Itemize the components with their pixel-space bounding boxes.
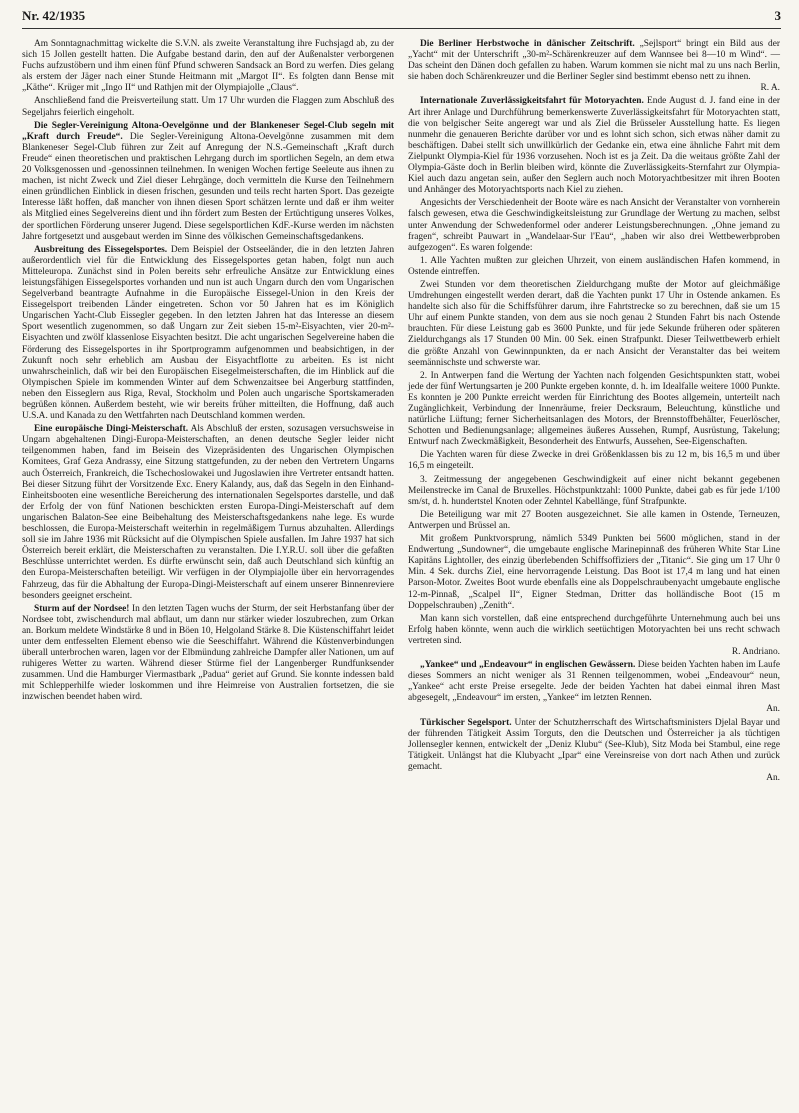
article-paragraph: Die Beteiligung war mit 27 Booten ausgezeichnet. Sie alle kamen in Ostende, Terneuzen, Antwerpen und Brüssel an. <box>408 509 780 531</box>
article-paragraph: 1. Alle Yachten mußten zur gleichen Uhrzeit, von einem ausländischen Hafen kommend, in Ostende eintreffen. <box>408 255 780 277</box>
author-signature: An. <box>766 773 780 783</box>
section-text: „Sejlsport“ bringt ein Bild aus der „Yacht“ mit der Unterschrift „30-m²-Schärenkreuzer auf dem Wannsee bei 8—10 m Wind“. — Das scheint den Dänen doch gefallen zu haben. Warum kommen sie nicht mal zu uns nach Berlin, sie haben doch Schärenkreuzer und die Berliner Segler sind bestimmt ebenso nett zu ihnen. <box>408 39 781 83</box>
section-text: Als Abschluß der ersten, sozusagen versuchsweise in Ungarn abgehaltenen Dingi-Europa-Meisterschaften, an denen deutsche Segler leider nicht teilgenommen haben, fand im Beisein des Vizepräsidenten des Ungarischen Olympischen Komitees, Graf Geza Andrassy, eine Sitzung stattgefunden, zu der neben den Vertretern Ungarns auch Österreich, Frankreich, die Tschechoslowakei und Jugoslawien ihre Vertreter entsandt hatten. Bei dieser Sitzung führt der Vorsitzende Exc. Enery Kalandy, aus, daß das Segeln in den Einhand-Einheitsbooten eine wesentliche Bereicherung des internationalen Segelsportes darstelle, und daß der Erfolg der von fünf Nationen beschickten ersten Europa-Dingi-Meisterschaft auf dem ungarischen Balaton-See eine Beibehaltung des Meisterschaftsgedankens nahe lege. Es wurde beschlossen, die Europa-Meisterschaft weiterhin in regelmäßigem Turnus abzuhalten. Allerdings soll sie im Jahre 1936 mit Rücksicht auf die Olympischen Spiele ausfallen. Im Jahre 1937 hat sich Österreich bereit erklärt, die Meisterschaften zu veranstalten. Die I.Y.R.U. soll über die gefaßten Beschlüsse unterrichtet werden. Es dürfte erwünscht sein, daß auch Deutschland sich künftig an den Europa-Meisterschaften beteiligt. Wir verfügen in der Olympiajolle über ein hervorragendes Fahrzeug, das für die Abhaltung der Europa-Dingi-Meisterschaft auf einem unserer Binnenreviere besonders geeignet erscheint. <box>22 424 394 601</box>
section-heading: Die Berliner Herbstwoche in dänischer Zeitschrift. <box>420 39 635 49</box>
section-heading: Sturm auf der Nordsee! <box>34 603 130 614</box>
article-paragraph: Anschließend fand die Preisverteilung statt. Um 17 Uhr wurden die Flaggen zum Abschluß des Segeljahrs feierlich eingeholt. <box>22 96 394 118</box>
article-section <box>408 660 780 715</box>
section-text: Ende August d. J. fand eine in der Art ihrer Anlage und Durchführung bemerkenswerte Zuverlässigkeitsfahrt für Motoryachten statt, die von belgischer Seite angeregt war und als Ziel die Brüsseler Ausstellung hatte. Es liegen nunmehr die genaueren Berichte darüber vor und es lohnt sich schon, sich etwas näher damit zu beschäftigen. Dabei stellt sich unwillkürlich der Gedanke ein, etwa eine ähnliche Fahrt mit dem Zielpunkt Olympia-Kiel für 1936 vorzusehen. Noch ist es ja Zeit. Da die weitaus größte Zahl der Olympia-Gäste doch in Berlin bleiben wird, könnte die Zuverlässigkeits-Sternfahrt zur Olympia-Kiel auch dazu angetan sein, außer den Seglern auch noch Motoryachtbesitzer mit ihren Booten und Anhänger des Motoryachtsports nach Kiel zu ziehen. <box>408 96 781 196</box>
author-signature: An. <box>766 704 780 715</box>
section-text: Unter der Schutzherrschaft des Wirtschaftsministers Djelal Bayar und der führenden Tätigkeit Assim Torguts, den die Deutschen und Österreicher ja als tüchtigen Jollensegler kennen, entwickelt der „Deniz Klubu“ (See-Klub), Sitz Moda bei Stambul, eine rege Tätigkeit. Unlängst hat die Klubyacht „Ipar“ eine Vereinsreise von dort nach Athen und zurück gemacht. <box>408 717 780 772</box>
article-section <box>408 96 780 196</box>
page-header <box>22 8 781 29</box>
article-section <box>22 604 394 704</box>
article-columns <box>22 39 781 786</box>
right-column <box>408 39 780 786</box>
article-paragraph: Angesichts der Verschiedenheit der Boote wäre es nach Ansicht der Veranstalter von vornherein falsch gewesen, etwa die Geschwindigkeitsleistung zur Grundlage der Wertung zu machen, selbst unter Anwendung der Schwedenformel oder anderer Leistungsberechnungen. „Ohne jemand zu fragen“, schreibt Pauwart in „Wandelaar-Sur l'Eau“, „haben wir also drei Wettbewerbproben aufgezogen“. Es waren folgende: <box>408 198 780 253</box>
section-text: Die Segler-Vereinigung Altona-Oevelgönne zusammen mit dem Blankeneser Segel-Club führen zur Zeit auf Anregung der N.S.-Gemeinschaft „Kraft durch Freude“ einen theoretischen und praktischen Lehrgang durch im sportlichen Segeln, an dem etwa 20 Volksgenossen und -genossinnen teilnehmen. In wenigen Wochen fertige Seeleute aus ihnen zu machen, ist nicht Zweck und Ziel dieser Lehrgänge, doch vermitteln die Kurse den Teilnehmern einen gründlichen Einblick in diesen frischen, gesunden und teils recht harten Sport. Das gezeigte Interesse läßt hoffen, daß mancher von ihnen diesen Sport schätzen lernte und daß er ihm weiter als Mitglied eines Segelvereins dient und ihn fördert zum Besten der Ertüchtigung unseres Volkes, der sportlichen Förderung unserer Jugend. Diese segelsportlichen KdF.-Kurse werden im nächsten Jahre fortgesetzt und ausgebaut werden im Sinne des völkischen Gemeinschaftsgedankens. <box>22 131 395 242</box>
section-heading: Eine europäische Dingi-Meisterschaft. <box>34 424 189 435</box>
author-signature: R. Andriano. <box>731 646 780 657</box>
article-paragraph: 2. In Antwerpen fand die Wertung der Yachten nach folgenden Gesichtspunkten statt, wobei jede der fünf Wertungsarten je 200 Punkte ergeben konnte, d. h. im Idealfalle weitere 1000 Punkte. Es konnten je 200 Punkte erreicht werden für Einrichtung des Bootes allgemein, unterteilt nach Zugänglichkeit, Verbindung der Innenräume, freier Decksraum, Beleuchtung, künstliche und natürliche Lüftung; ferner Sicherheitsanlagen des Motors, der Brennstoffbehälter, Feuerlöscher, Schotten und Bedienungsanlage; allgemeines äußeres Aussehen, Rumpf, Ausrüstung, Takelung; Entwurf nach Zweckmäßigkeit, Besonderheit des Entwurfs, Aussehen, See-Eigenschaften. <box>408 370 780 448</box>
article-paragraph: Die Yachten waren für diese Zwecke in drei Größenklassen bis zu 12 m, bis 16,5 m und über 16,5 m eingeteilt. <box>408 450 780 472</box>
section-text: Diese beiden Yachten haben im Laufe dieses Sommers an nicht weniger als 31 Rennen teilgenommen, wobei „Endeavour“ neun, „Yankee“ acht erste Preise ersegelte. Jede der beiden Yachten hat dabei einmal ihren Mast abgesegelt, „Endeavour“ im ersten, „Yankee“ im letzten Rennen. <box>408 660 781 704</box>
article-paragraph: Zwei Stunden vor dem theoretischen Zieldurchgang mußte der Motor auf gleichmäßige Umdrehungen eingestellt werden derart, daß die Yachten punkt 17 Uhr in Ostende ankamen. Es handelte sich also für die Schiffsführer darum, ihre Fahrtstrecke so zu berechnen, daß sie um 15 Uhr auf einem Punkte standen, von dem aus sie noch genau 2 Stunden Fahrt bis nach Ostende brauchten. Für diese Leistung gab es 3600 Punkte, und für jede Sekunde früheren oder späteren Zieldurchgangs als 17 Stunden 00 Min. 00 Sek. einen Strafpunkt. Dieser Teilwettbewerb erhielt die größte Anzahl von Gewinnpunkten, da er nach Ansicht der Veranstalter das bei weitem seemännischste und schwerste war. <box>408 279 780 368</box>
left-column <box>22 39 394 786</box>
article-section <box>22 121 394 243</box>
author-signature: R. A. <box>760 83 780 94</box>
article-section <box>22 245 394 423</box>
issue-number: Nr. 42/1935 <box>22 8 86 23</box>
section-heading: Internationale Zuverlässigkeitsfahrt für Motoryachten. <box>420 96 644 107</box>
section-text: In den letzten Tagen wuchs der Sturm, der seit Herbstanfang über der Nordsee tobt, zwischendurch mal abflaut, um dann nur stärker wieder loszubrechen, zum Orkan an. Borkum meldete Windstärke 8 und in Böen 10, Helgoland Stärke 8. Die Küstenschiffahrt leidet unter dem entfesselten Element ebenso wie die Seeschiffahrt. Während die Küstenverbindungen überall unterbrochen waren, lagen vor der Elbmündung zahlreiche Dampfer aller Nationen, um auf ruhigeres Wetter zu warten. Während dieser Stürme fiel der Langenberger Rundfunksender zusammen. Und die Hamburger Viermastbark „Padua“ geriet auf Grund. Sie konnte indessen bald mit Schlepperhilfe wieder loskommen und ihre Heimreise von Australien fortsetzen, die sie inzwischen beendet haben wird. <box>22 603 394 703</box>
article-paragraph: 3. Zeitmessung der angegebenen Geschwindigkeit auf einer nicht bekannt gegebenen Meilenstrecke im Canal de Bruxelles. Höchstpunktzahl: 1000 Punkte, dabei gab es für jede 1/100 sm/st, d. h. hundertstel Knoten oder Zehntel Kabellänge, fünf Strafpunkte. <box>408 474 780 507</box>
article-section <box>22 424 394 602</box>
section-heading: „Yankee“ und „Endeavour“ in englischen Gewässern. <box>420 660 636 671</box>
page-number: 3 <box>774 8 781 23</box>
section-heading: Ausbreitung des Eissegelsportes. <box>34 244 168 255</box>
article-paragraph: Am Sonntagnachmittag wickelte die S.V.N. als zweite Veranstaltung ihre Fuchsjagd ab, zu der sich 15 Jollen gestellt hatten. Die Aufgabe bestand darin, den auf der Außenalster verborgenen Fuchs aufzustöbern und ihm einen fünf Pfund schweren Sandsack an Bord zu werfen. Dies gelang als erstem der Jäger nach einer Stunde Heitmann mit „Margot II“. Es folgten dann Bense mit „Käthe“. Krüger mit „Ingo II“ und Rathjen mit der Olympiajolle „Claus“. <box>22 39 394 94</box>
article-section <box>408 718 780 785</box>
section-heading: Türkischer Segelsport. <box>420 717 512 728</box>
section-text: Man kann sich vorstellen, daß eine entsprechend durchgeführte Unternehmung auch bei uns Erfolg haben könnte, wenn auch die wirklich seetüchtigen Motoryachten bei uns recht schwach vertreten sind. <box>408 613 780 646</box>
section-text: Dem Beispiel der Ostseeländer, die in den letzten Jahren außerordentlich viel für die Entwicklung des Eissegelsportes getan haben, folgt nun auch Mitteleuropa. Zunächst sind in Polen bereits sehr erfreuliche Ansätze zur Entwicklung eines leistungsfähigen Eissegelsportes vorhanden und nun ist auch Ungarn durch den vom Ungarischen Segelverband beantragte Aufnahme in die Europäische Eissegel-Union in den Kreis der Eissegelsport treibenden Länder eingetreten. Schon vor 50 Jahren hat es im Königlich Ungarischen Yacht-Club Eissegler gegeben. In den letzten Jahren hat das Interesse an diesem Sport wesentlich zugenommen, so daß Ungarn zur Zeit sieben 15-m²-Eisyachten, vier 20-m²-Eisyachten und zwölf klassenlose Eisyachten besitzt. Die acht ungarischen Segelvereine haben die Förderung des Eissegelsportes in ihr Sportprogramm aufgenommen und beabsichtigen, in der Zukunft noch sehr erheblich am Ausbau der Eisyachtflotte zu arbeiten. Es ist nicht unwahrscheinlich, daß wir bei den Europäischen Eisegelmeisterschaften, die im Hinblick auf die Olympischen Spiele im kommenden Winter auf dem Schwenzaitsee bei Angerburg stattfinden, neben den Eisseglern aus Riga, Reval, Stockholm und Polen auch ungarische Sportskameraden begrüßen können. Außerdem besteht, wie wir bereits früher mitteilten, die Hoffnung, daß auch U.S.A. und Kanada zu den Wettfahrten nach Deutschland kommen werden. <box>22 244 395 422</box>
article-section <box>408 39 780 94</box>
section-heading: Die Segler-Vereinigung Altona-Oevelgönne und der Blankeneser Segel-Club segeln mit „Kraft durch Freude“. <box>22 120 394 142</box>
article-section <box>408 614 780 658</box>
article-paragraph: Mit großem Punktvorsprung, nämlich 5349 Punkten bei 5600 möglichen, stand in der Endwertung „Sundowner“, die umgebaute englische Marinepinnaß des früheren White Star Line Kapitäns Lightoller, des einzig überlebenden Schiffsoffiziers der „Titanic“. Sie ging um 17 Uhr 0 Min. 4 Sek. durchs Ziel, eine hervorragende Leistung. Das Boot ist 17,4 m lang und hat einen Parson-Motor. Zweites Boot wurde ebenfalls eine als Doppelschraubenyacht umgebaute englische 12-m-Pinnaß, „Scalpel II“, Eigner Stedman, Dritter das holländische Boot (15 m Doppelschrauben) „Zenith“. <box>408 534 780 611</box>
